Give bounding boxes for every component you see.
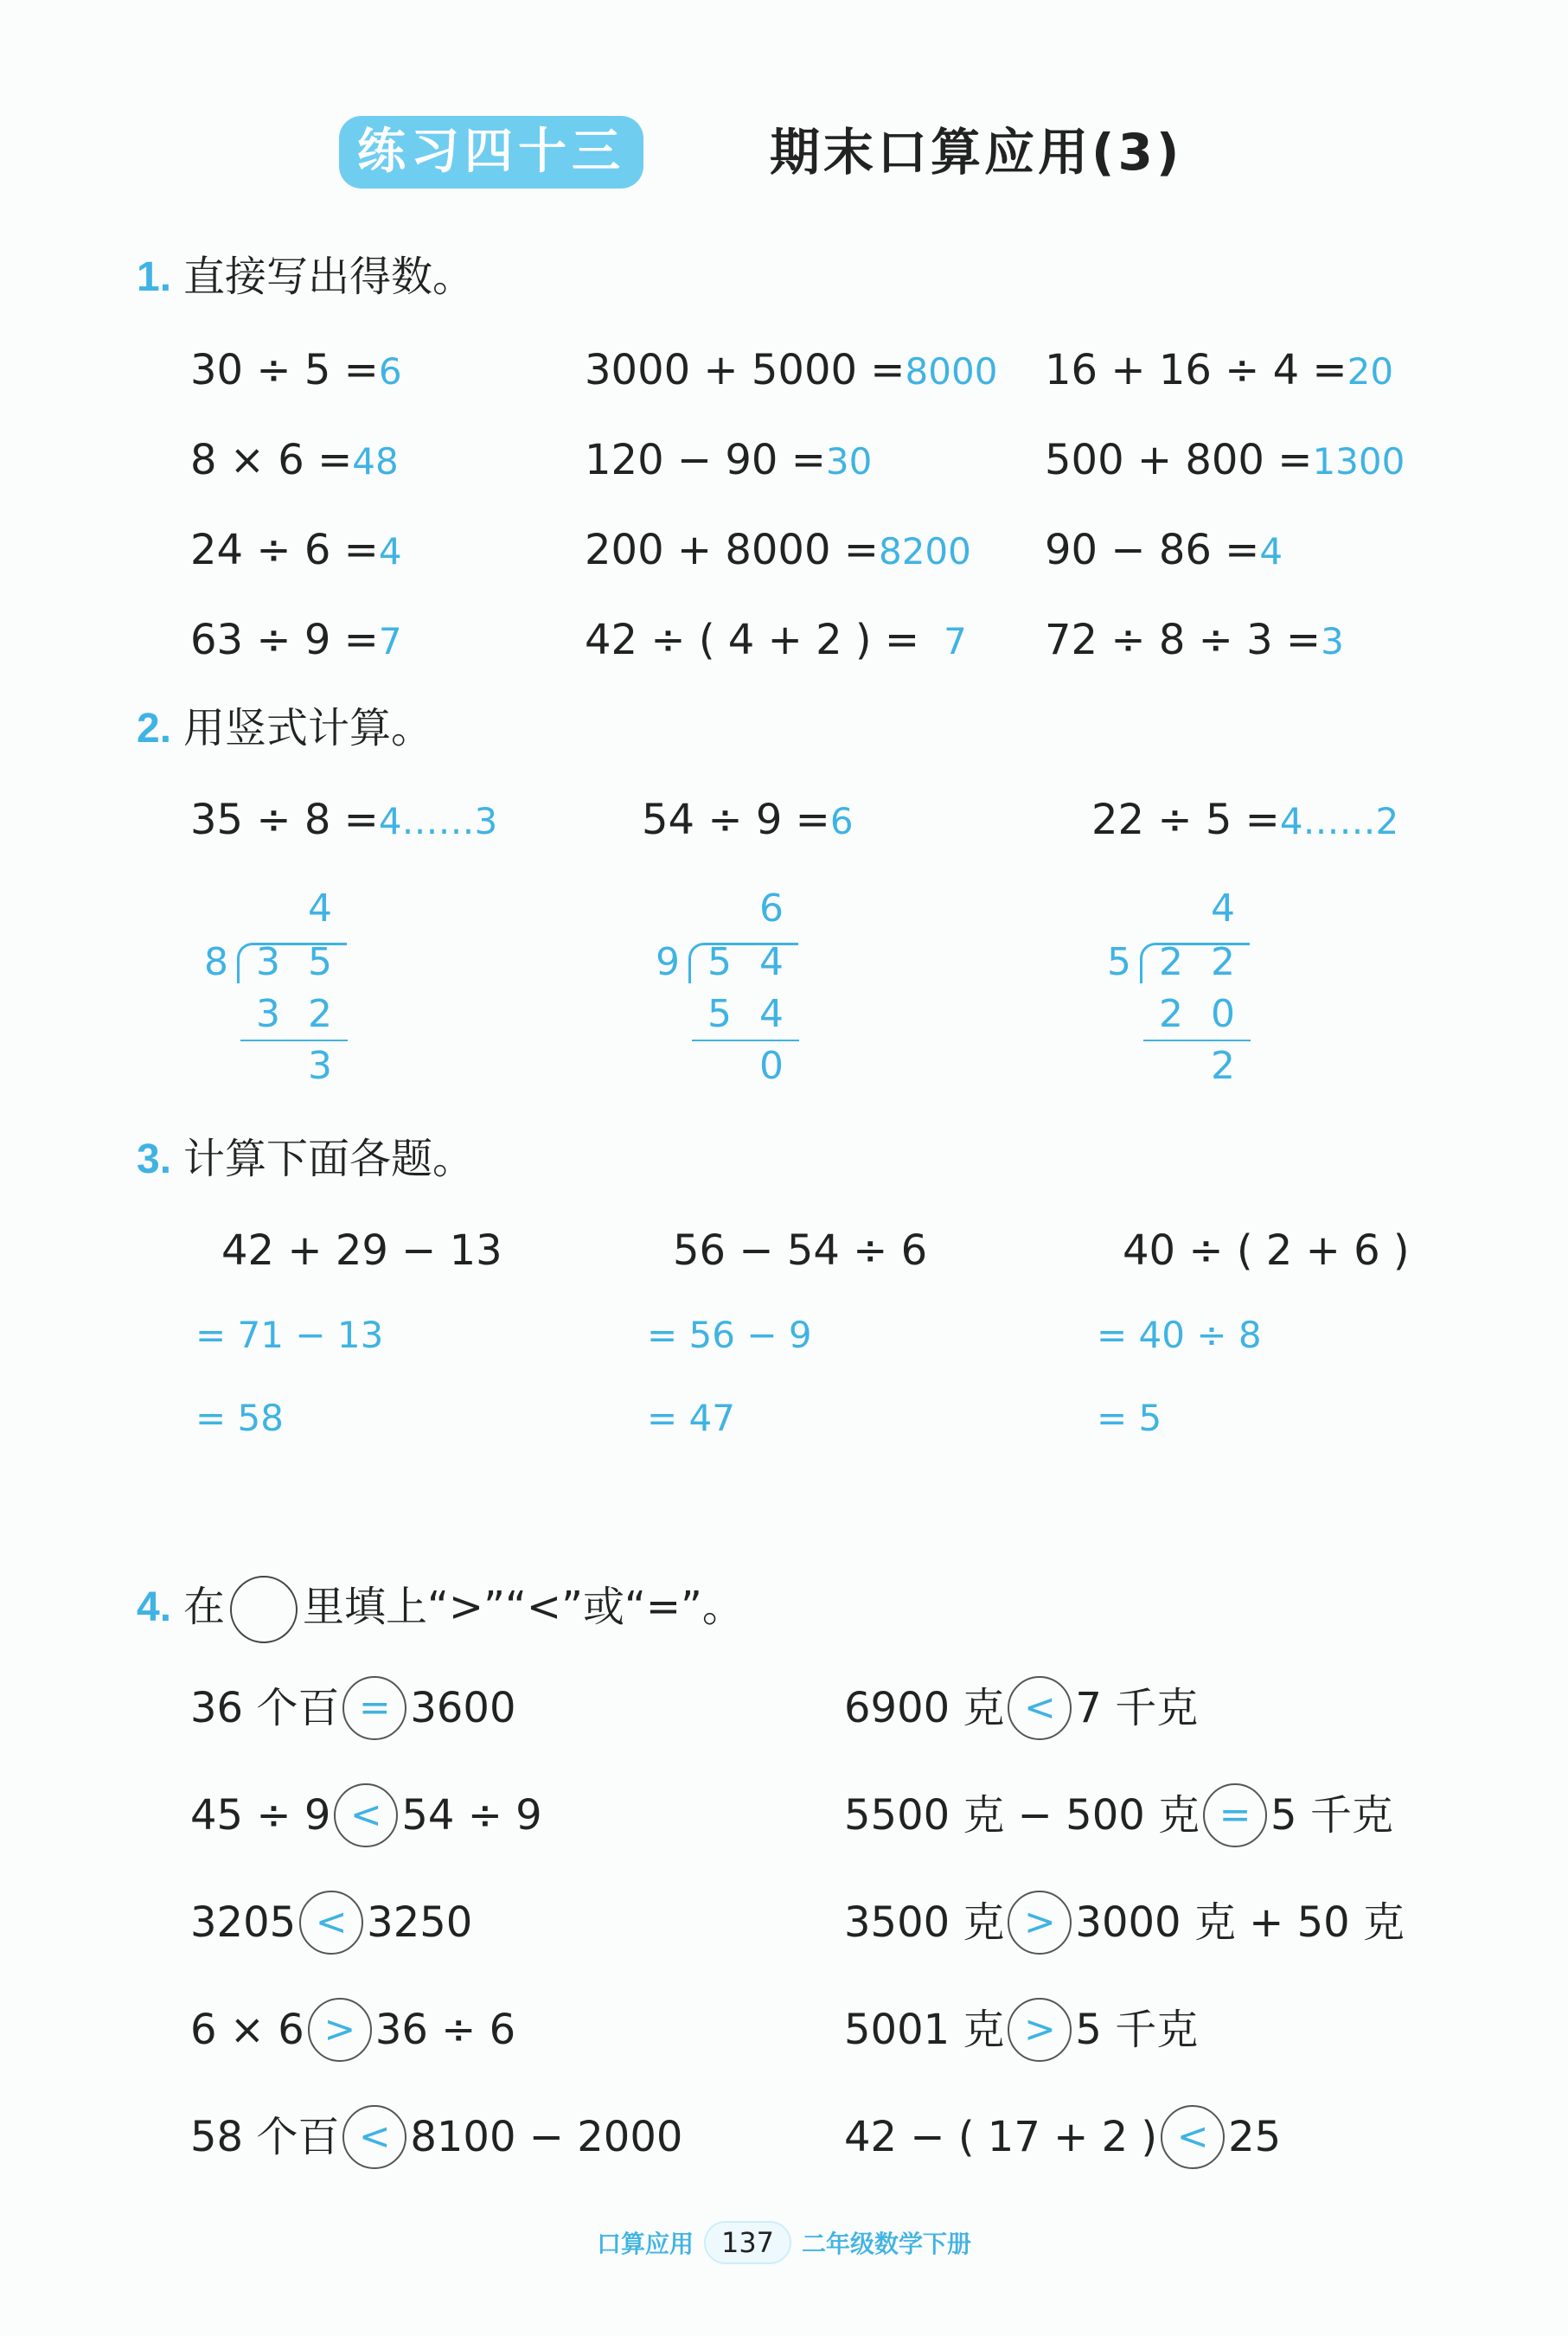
- answer-circle: <: [334, 1783, 398, 1847]
- section-number: 3.: [137, 1136, 172, 1182]
- answer-circle: =: [1203, 1783, 1267, 1847]
- answer: 7: [944, 620, 967, 662]
- left-expr: 58 个百: [190, 2113, 340, 2161]
- s4-item-1: [190, 1674, 516, 1743]
- answer-circle: <: [342, 2105, 406, 2169]
- section-3-heading: [137, 1133, 474, 1186]
- left-expr: 5001 克: [844, 2006, 1005, 2054]
- left-expr: 36 个百: [190, 1684, 340, 1732]
- section-number: 4.: [137, 1584, 172, 1630]
- footer-book-label: 口算应用: [596, 2230, 694, 2258]
- s1-item-2: [585, 344, 997, 398]
- product-digit: 5: [707, 992, 732, 1036]
- question: 120 − 90 =: [585, 436, 826, 484]
- s3-item-1-step-2: = 58: [195, 1397, 284, 1439]
- question: 90 − 86 =: [1045, 526, 1260, 574]
- right-expr: 5 千克: [1075, 2006, 1199, 2054]
- s1-item-6: [1045, 434, 1405, 488]
- dividend-digit: 2: [1159, 940, 1183, 984]
- s1-item-1: [190, 344, 402, 398]
- section-4-heading: [137, 1572, 744, 1643]
- circle-blank-icon: [230, 1576, 298, 1643]
- left-expr: 5500 克 − 500 克: [844, 1791, 1200, 1840]
- quotient: 6: [759, 886, 784, 931]
- section-1-heading: [137, 251, 474, 304]
- s3-item-1-step-1: = 71 − 13: [195, 1314, 384, 1356]
- answer: 8200: [878, 530, 971, 573]
- dividend-digit: 2: [1211, 940, 1235, 984]
- answer: 7: [378, 620, 402, 662]
- question: 54 ÷ 9 =: [642, 796, 830, 844]
- question: 42 ÷ ( 4 + 2 ) =: [585, 616, 920, 664]
- divisor: 9: [656, 940, 680, 984]
- question: 16 + 16 ÷ 4 =: [1045, 346, 1347, 394]
- question: 24 ÷ 6 =: [190, 526, 379, 574]
- answer-circle: <: [1008, 1676, 1072, 1740]
- answer: 48: [352, 440, 399, 483]
- s4-item-10: [844, 2102, 1281, 2172]
- s3-item-2-question: 56 − 54 ÷ 6: [673, 1226, 928, 1275]
- product-digit: 4: [759, 992, 784, 1036]
- page-title: 期末口算应用(3): [770, 123, 1183, 182]
- product-digit: 2: [308, 992, 332, 1036]
- section-title: 计算下面各题。: [183, 1135, 475, 1183]
- left-expr: 6900 克: [844, 1684, 1005, 1732]
- question: 35 ÷ 8 =: [190, 796, 379, 844]
- question: 200 + 8000 =: [585, 526, 879, 574]
- left-expr: 6 × 6: [190, 2006, 304, 2054]
- section-number: 2.: [137, 706, 172, 752]
- s3-item-3-step-1: = 40 ÷ 8: [1097, 1314, 1262, 1356]
- s4-item-6: [844, 1888, 1405, 1957]
- s1-item-12: [1045, 614, 1344, 668]
- answer: 6: [829, 800, 854, 842]
- long-division-2: [652, 887, 825, 1086]
- section-number: 1.: [137, 254, 172, 300]
- answer: 6: [378, 350, 402, 393]
- s1-item-7: [190, 524, 402, 578]
- question: 3000 + 5000 =: [585, 346, 906, 394]
- quotient: 4: [1211, 886, 1235, 931]
- divider-line: [692, 1040, 799, 1041]
- product-digit: 0: [1211, 992, 1235, 1036]
- right-expr: 8100 − 2000: [410, 2113, 683, 2161]
- answer-circle: =: [342, 1676, 406, 1740]
- answer-circle: >: [308, 1998, 372, 2062]
- long-division-3: [1104, 887, 1277, 1086]
- s2-item-3: [1091, 794, 1398, 848]
- question: 30 ÷ 5 =: [190, 346, 379, 394]
- page-number: 137: [704, 2221, 791, 2264]
- s1-item-4: [190, 434, 399, 488]
- s4-item-8: [844, 1995, 1198, 2064]
- footer-grade-label: 二年级数学下册: [802, 2230, 972, 2258]
- answer: 3: [1321, 620, 1344, 662]
- s2-item-1: [190, 794, 497, 848]
- section-title-part-2: 里填上“>”“<”或“=”。: [303, 1583, 744, 1631]
- s4-item-9: [190, 2102, 682, 2172]
- page-footer: [0, 2221, 1568, 2264]
- answer: 20: [1347, 350, 1394, 393]
- divider-line: [240, 1040, 348, 1041]
- answer-circle: <: [299, 1891, 363, 1955]
- remainder: 0: [759, 1044, 784, 1088]
- right-expr: 3000 克 + 50 克: [1075, 1898, 1405, 1947]
- s1-item-8: [585, 524, 971, 578]
- dividend-digit: 5: [308, 940, 332, 984]
- s3-item-1-question: 42 + 29 − 13: [221, 1226, 502, 1275]
- dividend-digit: 3: [256, 940, 280, 984]
- answer: 8000: [905, 350, 998, 393]
- answer: 30: [825, 440, 873, 483]
- s1-item-11: [585, 614, 967, 668]
- s4-item-5: [190, 1888, 472, 1957]
- s3-item-3-question: 40 ÷ ( 2 + 6 ): [1123, 1226, 1410, 1275]
- remainder: 2: [1211, 1044, 1235, 1088]
- answer: 4: [1259, 530, 1283, 573]
- s3-item-2-step-2: = 47: [647, 1397, 735, 1439]
- s4-item-7: [190, 1995, 515, 2064]
- s3-item-3-step-2: = 5: [1097, 1397, 1162, 1439]
- dividend-digit: 5: [707, 940, 732, 984]
- s1-item-10: [190, 614, 402, 668]
- question: 72 ÷ 8 ÷ 3 =: [1045, 616, 1322, 664]
- answer-circle: >: [1008, 1891, 1072, 1955]
- left-expr: 3500 克: [844, 1898, 1005, 1947]
- s1-item-9: [1045, 524, 1283, 578]
- right-expr: 54 ÷ 9: [401, 1791, 542, 1840]
- section-title: 用竖式计算。: [183, 704, 433, 752]
- section-2-heading: [137, 702, 432, 755]
- answer-circle: <: [1161, 2105, 1225, 2169]
- product-digit: 2: [1159, 992, 1183, 1036]
- s4-item-3: [190, 1781, 542, 1850]
- right-expr: 5 千克: [1270, 1791, 1393, 1840]
- right-expr: 25: [1228, 2113, 1282, 2161]
- section-title-part-1: 在: [183, 1583, 226, 1631]
- exercise-badge: 练习四十三: [339, 116, 643, 189]
- question: 8 × 6 =: [190, 436, 353, 484]
- divisor: 8: [204, 940, 228, 984]
- s2-item-2: [642, 794, 854, 848]
- remainder: 3: [308, 1044, 332, 1088]
- answer-circle: >: [1008, 1998, 1072, 2062]
- right-expr: 7 千克: [1075, 1684, 1199, 1732]
- product-digit: 3: [256, 992, 280, 1036]
- left-expr: 3205: [190, 1898, 297, 1947]
- s1-item-3: [1045, 344, 1393, 398]
- question: 63 ÷ 9 =: [190, 616, 379, 664]
- s1-item-5: [585, 434, 872, 488]
- s4-item-2: [844, 1674, 1198, 1743]
- right-expr: 36 ÷ 6: [374, 2006, 516, 2054]
- s4-item-4: [844, 1781, 1393, 1850]
- left-expr: 45 ÷ 9: [190, 1791, 331, 1840]
- question: 22 ÷ 5 =: [1091, 796, 1280, 844]
- divider-line: [1143, 1040, 1251, 1041]
- answer: 4……3: [378, 800, 498, 842]
- question: 500 + 800 =: [1045, 436, 1313, 484]
- left-expr: 42 − ( 17 + 2 ): [844, 2113, 1158, 2161]
- right-expr: 3600: [410, 1684, 516, 1732]
- right-expr: 3250: [367, 1898, 473, 1947]
- answer: 4: [378, 530, 402, 573]
- answer: 4……2: [1279, 800, 1399, 842]
- answer: 1300: [1312, 440, 1405, 483]
- s3-item-2-step-1: = 56 − 9: [647, 1314, 812, 1356]
- section-title: 直接写出得数。: [183, 253, 475, 301]
- dividend-digit: 4: [759, 940, 784, 984]
- long-division-1: [201, 887, 374, 1086]
- divisor: 5: [1107, 940, 1131, 984]
- quotient: 4: [308, 886, 332, 931]
